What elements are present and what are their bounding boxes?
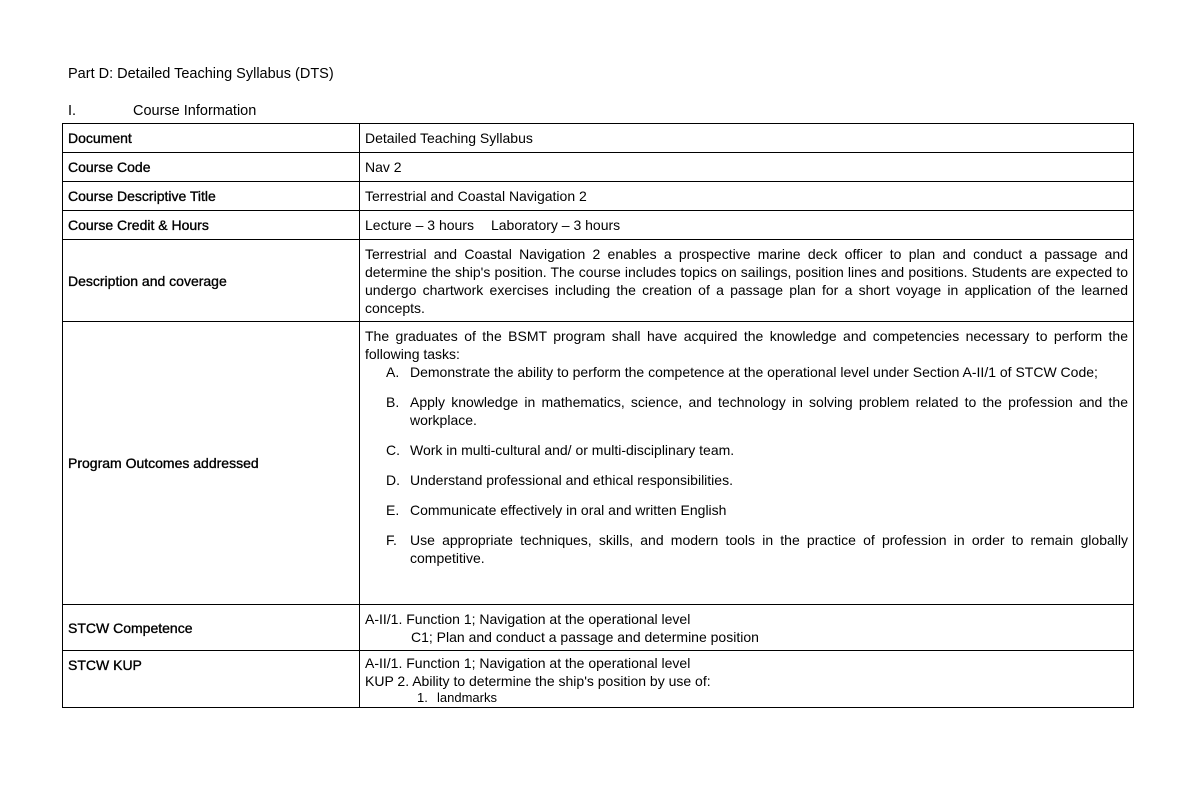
row-value-cell	[360, 124, 1134, 153]
outcomes-intro: The graduates of the BSMT program shall have acquired the knowledge and competencies necessary to perform the following tasks:	[365, 328, 1128, 362]
list-marker: F.	[386, 532, 397, 548]
list-item-text: Work in multi-cultural and/ or multi-disciplinary team.	[410, 442, 735, 458]
course-information-table	[62, 123, 1134, 708]
list-item-text: Use appropriate techniques, skills, and modern tools in the practice of profession in order to remain globally competitive.	[410, 532, 1128, 566]
table-row-course-code	[63, 153, 1134, 182]
page-title: Part D: Detailed Teaching Syllabus (DTS)	[68, 66, 334, 82]
list-item	[365, 501, 1128, 519]
table-row-program-outcomes	[63, 322, 1134, 605]
list-item-text: Demonstrate the ability to perform the competence at the operational level under Section A-II/1 of STCW Code;	[410, 364, 1098, 380]
outcomes-list	[365, 363, 1128, 567]
table-row-description	[63, 240, 1134, 322]
list-item-text: Apply knowledge in mathematics, science, and technology in solving problem related to the profession and the workplace.	[410, 394, 1128, 428]
row-value: Nav 2	[365, 159, 402, 175]
row-label: Course Code	[68, 159, 151, 175]
row-label-cell	[63, 651, 360, 708]
row-label-cell	[63, 124, 360, 153]
section-title: Course Information	[133, 103, 257, 119]
row-label: Course Descriptive Title	[68, 188, 216, 204]
laboratory-hours: Laboratory – 3 hours	[490, 217, 621, 233]
table-row-stcw-kup	[63, 651, 1134, 708]
row-label-cell	[63, 240, 360, 322]
list-item	[365, 363, 1128, 381]
description-text: Terrestrial and Coastal Navigation 2 enables a prospective marine deck officer to plan and conduct a passage and determine the ship's position. The course includes topics on sailings, position lines and positions. Students are expected to undergo chartwork exercises including the creation of a passage plan for a short voyage in application of the learned concepts.	[365, 245, 1128, 316]
lecture-hours: Lecture – 3 hours	[365, 217, 474, 233]
competence-function: A-II/1. Function 1; Navigation at the operational level	[365, 610, 691, 627]
row-label: STCW Competence	[68, 619, 193, 636]
list-item-text: Communicate effectively in oral and written English	[410, 502, 727, 518]
list-marker: C.	[386, 442, 400, 458]
table-row-credit-hours	[63, 211, 1134, 240]
section-heading	[68, 103, 256, 119]
row-label-cell	[63, 153, 360, 182]
kup-sub-item	[365, 690, 1128, 705]
list-item	[365, 531, 1128, 567]
row-value-cell	[360, 240, 1134, 322]
section-number: I.	[68, 103, 77, 119]
list-marker: A.	[386, 364, 400, 380]
list-marker: E.	[386, 502, 400, 518]
table-row-document	[63, 124, 1134, 153]
list-item	[365, 441, 1128, 459]
row-label: Program Outcomes addressed	[68, 455, 259, 471]
table-row-stcw-competence	[63, 605, 1134, 651]
row-label-cell	[63, 605, 360, 651]
row-label: Course Credit & Hours	[68, 217, 209, 233]
row-value: Terrestrial and Coastal Navigation 2	[365, 188, 587, 204]
row-value-cell	[360, 605, 1134, 651]
row-label: Description and coverage	[68, 272, 227, 289]
kup-detail: KUP 2. Ability to determine the ship's position by use of:	[365, 673, 711, 689]
kup-function: A-II/1. Function 1; Navigation at the operational level	[365, 655, 691, 671]
row-label-cell	[63, 211, 360, 240]
list-marker: 1.	[417, 690, 428, 705]
row-label: STCW KUP	[68, 657, 142, 673]
list-item-text: landmarks	[437, 690, 497, 705]
row-label-cell	[63, 322, 360, 605]
list-item	[365, 471, 1128, 489]
row-value-cell	[360, 182, 1134, 211]
list-item-text: Understand professional and ethical responsibilities.	[410, 472, 733, 488]
row-value-cell	[360, 211, 1134, 240]
list-marker: D.	[386, 472, 400, 488]
row-value-cell	[360, 153, 1134, 182]
competence-detail: C1; Plan and conduct a passage and determine position	[411, 628, 759, 645]
list-item	[365, 393, 1128, 429]
list-marker: B.	[386, 394, 400, 410]
table-row-course-title	[63, 182, 1134, 211]
row-value-cell	[360, 322, 1134, 605]
row-value-cell	[360, 651, 1134, 708]
row-label-cell	[63, 182, 360, 211]
row-label: Document	[68, 130, 132, 146]
row-value: Detailed Teaching Syllabus	[365, 130, 533, 146]
